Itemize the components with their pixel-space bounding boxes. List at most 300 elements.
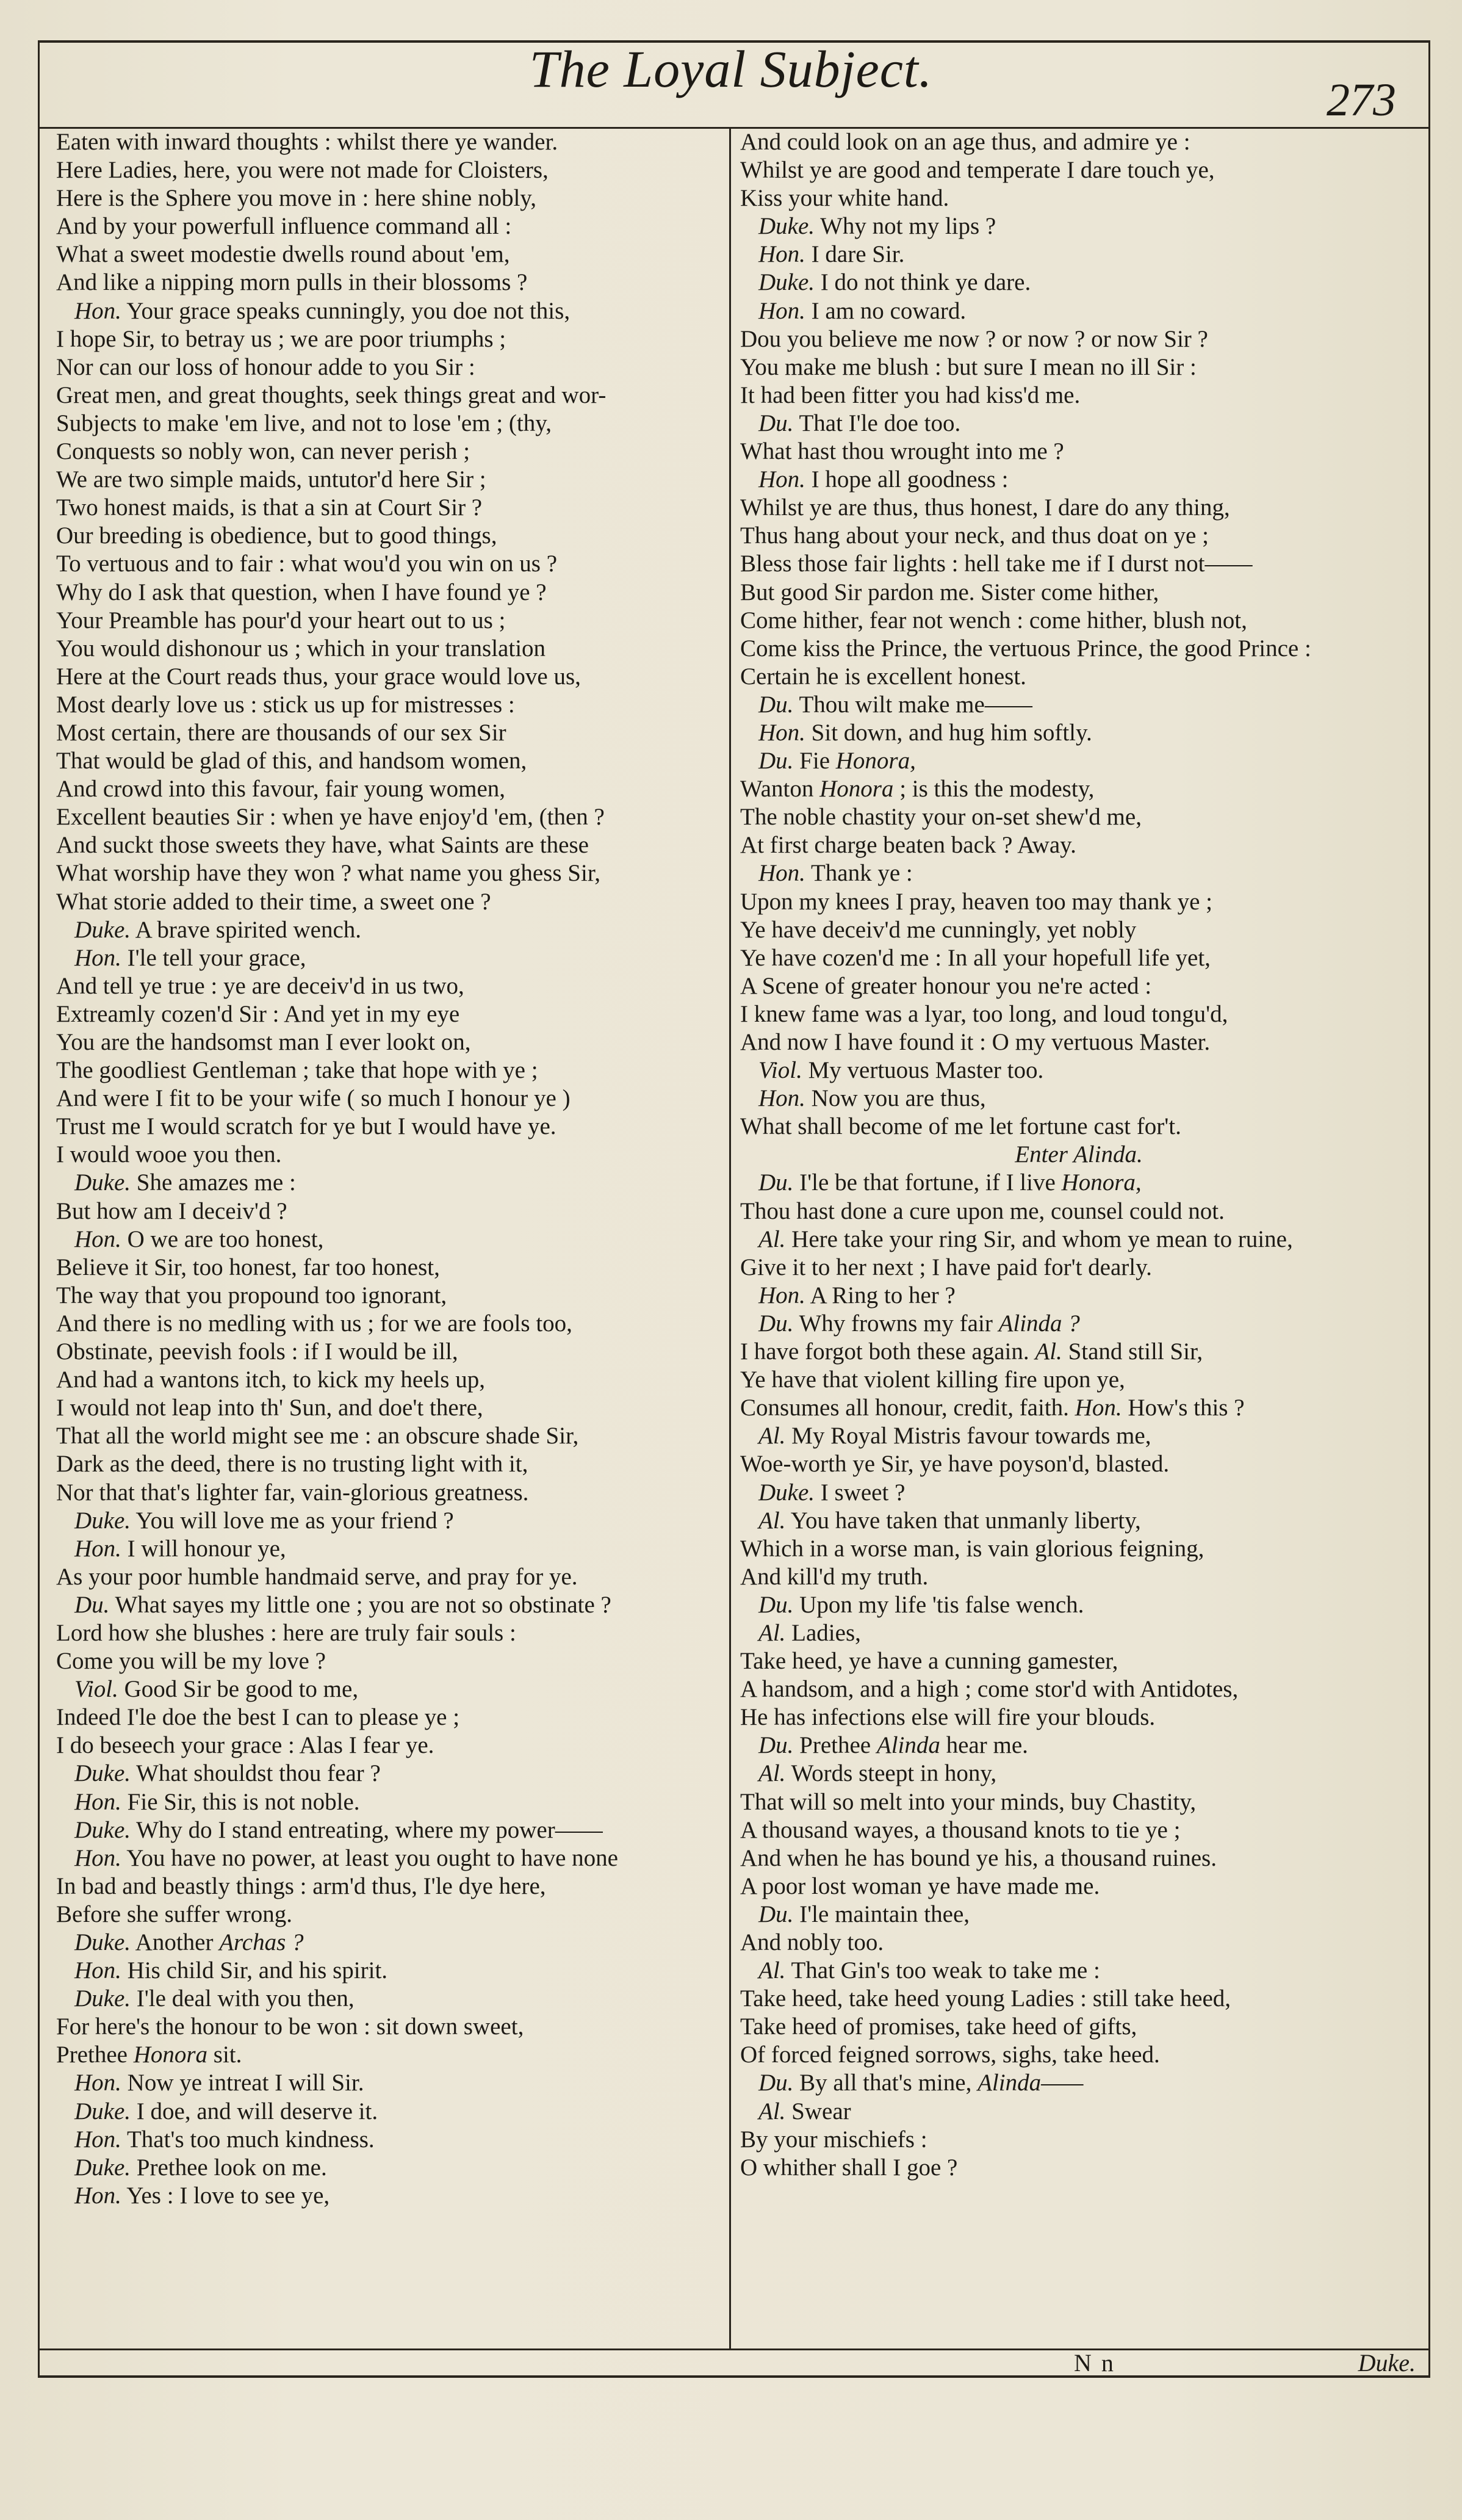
verse-line [56, 1563, 721, 1591]
speaker-name: Duke. [74, 1760, 131, 1787]
line-text: A thousand wayes, a thousand knots to tie ye ; [740, 1816, 1181, 1843]
speaker-name: Duke. [758, 213, 815, 240]
verse-line [740, 128, 1417, 156]
footer-rule [38, 2349, 1430, 2350]
line-text: Kiss your white hand. [740, 185, 949, 212]
verse-line [740, 663, 1417, 691]
line-text: Ye have deceiv'd me cunningly, yet nobly [740, 916, 1137, 943]
speaker-name: Hon. [1075, 1395, 1122, 1421]
verse-line [740, 184, 1417, 212]
line-text: Words steept in hony, [791, 1760, 997, 1787]
line-text: What shall become of me let fortune cast for't. [740, 1113, 1181, 1140]
line-text: A brave spirited wench. [135, 916, 362, 943]
verse-line [56, 1197, 721, 1226]
line-text: Consumes all honour, credit, faith. [740, 1395, 1069, 1421]
verse-line [740, 1254, 1417, 1282]
verse-line [56, 1731, 721, 1760]
line-text: Wanton [740, 776, 814, 803]
line-text: What storie added to their time, a sweet one ? [56, 888, 491, 915]
verse-line [740, 1901, 1417, 1929]
italic-name: Alinda—— [978, 2070, 1084, 2096]
line-text: By all that's mine, [799, 2070, 972, 2096]
line-text: I hope Sir, to betray us ; we are poor triumphs ; [56, 325, 506, 352]
line-text: I'le be that fortune, if I live [799, 1169, 1056, 1196]
verse-line [56, 2098, 721, 2126]
verse-line [740, 579, 1417, 607]
verse-line [740, 1872, 1417, 1901]
line-text: That's too much kindness. [126, 2126, 375, 2153]
line-text: Ladies, [791, 1619, 861, 1646]
line-text: And had a wantons itch, to kick my heels up, [56, 1367, 485, 1393]
verse-line [740, 1647, 1417, 1675]
line-text: Before she suffer wrong. [56, 1901, 292, 1927]
verse-line [56, 1788, 721, 1816]
verse-line [740, 1056, 1417, 1085]
line-text: Thank ye : [810, 860, 913, 887]
verse-line [740, 1619, 1417, 1647]
line-text: Extreamly cozen'd Sir : And yet in my eye [56, 1000, 460, 1027]
verse-line [740, 550, 1417, 578]
speaker-name: Hon. [758, 466, 805, 493]
verse-line [56, 1929, 721, 1957]
line-text: My vertuous Master too. [808, 1057, 1044, 1084]
verse-line [740, 269, 1417, 297]
verse-line [56, 663, 721, 691]
line-text: Eaten with inward thoughts : whilst there ye wander. [56, 129, 558, 155]
right-column [740, 128, 1417, 2182]
line-text: I doe, and will deserve it. [136, 2098, 378, 2125]
speaker-name: Al. [758, 1760, 786, 1787]
line-text: Give it to her next ; I have paid for't dearly. [740, 1254, 1152, 1280]
verse-line [56, 381, 721, 410]
speaker-name: Hon. [74, 1844, 121, 1871]
verse-line [56, 325, 721, 353]
verse-line [740, 1000, 1417, 1028]
line-text: That would be glad of this, and handsom women, [56, 748, 527, 774]
line-text: Thou wilt make me—— [799, 691, 1032, 718]
verse-line [56, 410, 721, 438]
line-text: Prethee [56, 2042, 128, 2068]
verse-line [740, 2041, 1417, 2069]
speaker-name: Al. [1035, 1338, 1062, 1365]
line-text: Fie [799, 748, 830, 774]
verse-line [56, 2041, 721, 2069]
speaker-name: Hon. [74, 944, 121, 971]
line-text: What sayes my little one ; you are not so obstinate ? [115, 1591, 611, 1618]
verse-line [56, 691, 721, 719]
speaker-name: Hon. [74, 2126, 121, 2153]
verse-line [740, 1169, 1417, 1197]
verse-line [56, 803, 721, 831]
line-text: I dare Sir. [811, 241, 905, 268]
line-text: I have forgot both these again. [740, 1338, 1029, 1365]
line-text: You make me blush : but sure I mean no ill Sir : [740, 353, 1197, 380]
italic-name: Archas ? [219, 1929, 304, 1955]
verse-line [740, 1507, 1417, 1535]
speaker-name: Hon. [74, 297, 121, 324]
verse-line [740, 916, 1417, 944]
speaker-name: Hon. [74, 1535, 121, 1562]
verse-line [740, 156, 1417, 184]
verse-line [740, 466, 1417, 494]
speaker-name: Duke. [74, 1816, 131, 1843]
line-text: Why frowns my fair [799, 1310, 993, 1337]
verse-line [56, 1085, 721, 1113]
speaker-name: Duke. [74, 2154, 131, 2181]
verse-line [740, 1760, 1417, 1788]
speaker-name: Du. [758, 1591, 794, 1618]
line-text: Thus hang about your neck, and thus doat on ye ; [740, 522, 1209, 549]
speaker-name: Hon. [74, 2182, 121, 2209]
line-text: Stand still Sir, [1068, 1338, 1203, 1365]
line-text: Why do I ask that question, when I have found ye ? [56, 579, 547, 605]
line-text: She amazes me : [136, 1169, 296, 1196]
verse-line [740, 2154, 1417, 2182]
line-text: Conquests so nobly won, can never perish ; [56, 438, 470, 465]
speaker-name: Al. [758, 1619, 786, 1646]
line-text: Whilst ye are thus, thus honest, I dare do any thing, [740, 494, 1230, 521]
verse-line [740, 888, 1417, 916]
speaker-name: Du. [758, 2070, 794, 2096]
verse-line [740, 803, 1417, 831]
verse-line [740, 1197, 1417, 1226]
verse-line [740, 1085, 1417, 1113]
line-text: Two honest maids, is that a sin at Court Sir ? [56, 494, 483, 521]
line-text: Another [135, 1929, 214, 1955]
verse-line [56, 269, 721, 297]
speaker-name: Duke. [74, 916, 131, 943]
line-text: That I'le doe too. [799, 410, 961, 436]
line-text: I would wooe you then. [56, 1141, 282, 1168]
line-text: You will love me as your friend ? [135, 1507, 454, 1534]
line-text: And crowd into this favour, fair young women, [56, 776, 506, 803]
verse-line [56, 2069, 721, 2097]
verse-line [56, 719, 721, 747]
line-text: The goodliest Gentleman ; take that hope with ye ; [56, 1057, 538, 1084]
line-text: His child Sir, and his spirit. [127, 1957, 388, 1984]
speaker-name: Du. [758, 410, 794, 436]
line-text: How's this ? [1128, 1395, 1245, 1421]
verse-line [56, 859, 721, 887]
verse-line [740, 1563, 1417, 1591]
verse-line [56, 888, 721, 916]
line-text: I would not leap into th' Sun, and doe't there, [56, 1395, 483, 1421]
line-text: Ye have cozen'd me : In all your hopefull life yet, [740, 944, 1211, 971]
line-text: Subjects to make 'em live, and not to lose 'em ; (thy, [56, 410, 552, 436]
line-text: Here at the Court reads thus, your grace would love us, [56, 663, 581, 690]
line-text: The way that you propound too ignorant, [56, 1282, 447, 1309]
line-text: Dou you believe me now ? or now ? or now Sir ? [740, 325, 1208, 352]
speaker-name: Hon. [74, 1226, 121, 1252]
speaker-name: Al. [758, 1423, 786, 1450]
verse-line [740, 325, 1417, 353]
line-text: What shouldst thou fear ? [136, 1760, 381, 1787]
line-text: Why do I stand entreating, where my power—— [136, 1816, 603, 1843]
verse-line [740, 410, 1417, 438]
verse-line [740, 240, 1417, 269]
line-text: You would dishonour us ; which in your translation [56, 635, 546, 662]
verse-line [56, 1254, 721, 1282]
line-text: Believe it Sir, too honest, far too honest, [56, 1254, 440, 1280]
line-text: Fie Sir, this is not noble. [127, 1788, 360, 1815]
line-text: I hope all goodness : [811, 466, 1009, 493]
line-text: Take heed, ye have a cunning gamester, [740, 1648, 1118, 1675]
verse-line [56, 2013, 721, 2041]
verse-line [56, 831, 721, 859]
line-text: Nor can our loss of honour adde to you Sir : [56, 353, 475, 380]
verse-line [740, 1338, 1417, 1366]
verse-line [740, 1450, 1417, 1478]
speaker-name: Al. [758, 1226, 786, 1252]
line-text: Ye have that violent killing fire upon ye, [740, 1367, 1125, 1393]
line-text: I'le maintain thee, [799, 1901, 970, 1927]
speaker-name: Hon. [758, 1282, 805, 1309]
verse-line [56, 972, 721, 1000]
speaker-name: Duke. [74, 2098, 131, 2125]
verse-line [56, 579, 721, 607]
line-text: A Scene of greater honour you ne're acted : [740, 972, 1152, 999]
line-text: And nobly too. [740, 1929, 884, 1955]
verse-line [740, 1844, 1417, 1872]
signature-mark: N n [1074, 2349, 1115, 2377]
line-text: Great men, and great thoughts, seek things great and wor- [56, 381, 607, 408]
verse-line [56, 1310, 721, 1338]
verse-line [56, 1226, 721, 1254]
line-text: But good Sir pardon me. Sister come hither, [740, 579, 1159, 605]
line-text: Excellent beauties Sir : when ye have enjoy'd 'em, (then ? [56, 804, 605, 831]
speaker-name: Du. [74, 1591, 110, 1618]
verse-line [56, 1338, 721, 1366]
speaker-name: Duke. [758, 269, 815, 296]
line-text: For here's the honour to be won : sit down sweet, [56, 2013, 524, 2040]
line-text: And could look on an age thus, and admire ye : [740, 129, 1190, 155]
line-text: Dark as the deed, there is no trusting light with it, [56, 1451, 528, 1478]
verse-line [56, 635, 721, 663]
line-text: It had been fitter you had kiss'd me. [740, 381, 1081, 408]
verse-line [56, 1394, 721, 1422]
line-text: Trust me I would scratch for ye but I would have ye. [56, 1113, 556, 1140]
line-text: I will honour ye, [127, 1535, 286, 1562]
speaker-name: Hon. [74, 2070, 121, 2096]
verse-line [56, 1366, 721, 1394]
line-text: Indeed I'le doe the best I can to please ye ; [56, 1704, 460, 1731]
left-column [56, 128, 721, 2210]
verse-line [740, 2069, 1417, 2097]
line-text: Your grace speaks cunningly, you doe not this, [126, 297, 571, 324]
line-text: By your mischiefs : [740, 2126, 927, 2153]
line-text: We are two simple maids, untutor'd here Sir ; [56, 466, 486, 493]
verse-line [740, 381, 1417, 410]
line-text: Whilst ye are good and temperate I dare touch ye, [740, 157, 1215, 184]
speaker-name: Viol. [758, 1057, 802, 1084]
line-text: A handsom, and a high ; come stor'd with Antidotes, [740, 1676, 1239, 1703]
line-text: Take heed, take heed young Ladies : still take heed, [740, 1985, 1231, 2012]
line-text: I sweet ? [820, 1479, 906, 1506]
line-text: Thou hast done a cure upon me, counsel could not. [740, 1197, 1225, 1224]
line-text: And kill'd my truth. [740, 1563, 929, 1590]
line-text: That all the world might see me : an obscure shade Sir, [56, 1423, 579, 1450]
speaker-name: Viol. [74, 1676, 118, 1703]
verse-line [740, 691, 1417, 719]
verse-line [56, 1844, 721, 1872]
line-text: I knew fame was a lyar, too long, and loud tongu'd, [740, 1000, 1228, 1027]
verse-line [56, 1703, 721, 1731]
verse-line [56, 1113, 721, 1141]
verse-line [740, 1985, 1417, 2013]
verse-line [56, 607, 721, 635]
verse-line [56, 128, 721, 156]
column-divider [729, 127, 731, 2349]
verse-line [740, 1957, 1417, 1985]
line-text: Bless those fair lights : hell take me if I durst not—— [740, 551, 1253, 577]
verse-line [56, 1479, 721, 1507]
line-text: Most certain, there are thousands of our sex Sir [56, 719, 506, 746]
verse-line [740, 1675, 1417, 1703]
verse-line [56, 156, 721, 184]
verse-line [56, 2154, 721, 2182]
verse-line [740, 2013, 1417, 2041]
italic-name: Honora [819, 776, 894, 803]
verse-line [740, 1816, 1417, 1844]
line-text: Now ye intreat I will Sir. [127, 2070, 364, 2096]
verse-line [56, 1169, 721, 1197]
verse-line [740, 1731, 1417, 1760]
verse-line [740, 1226, 1417, 1254]
verse-line [56, 522, 721, 550]
verse-line [56, 1450, 721, 1478]
verse-line [56, 2126, 721, 2154]
verse-line [56, 1760, 721, 1788]
line-text: What a sweet modestie dwells round about 'em, [56, 241, 510, 268]
line-text: And by your powerfull influence command all : [56, 213, 512, 240]
verse-line [740, 297, 1417, 325]
speaker-name: Al. [758, 1507, 786, 1534]
speaker-name: Duke. [74, 1507, 131, 1534]
line-text: Most dearly love us : stick us up for mistresses : [56, 691, 515, 718]
verse-line [740, 1788, 1417, 1816]
line-text: What worship have they won ? what name you ghess Sir, [56, 860, 600, 887]
verse-line [56, 297, 721, 325]
line-text: Come you will be my love ? [56, 1648, 326, 1675]
line-text: And now I have found it : O my vertuous Master. [740, 1029, 1211, 1055]
line-text: And when he has bound ye his, a thousand ruines. [740, 1844, 1217, 1871]
italic-name: Honora [133, 2042, 208, 2068]
verse-line [740, 1422, 1417, 1450]
verse-line [740, 353, 1417, 381]
verse-line [740, 1479, 1417, 1507]
verse-line [740, 859, 1417, 887]
verse-line [56, 1675, 721, 1703]
verse-line [56, 1591, 721, 1619]
verse-line [740, 607, 1417, 635]
line-text: You are the handsomst man I ever lookt on, [56, 1029, 471, 1055]
line-text: Here Ladies, here, you were not made for Cloisters, [56, 157, 549, 184]
verse-line [56, 438, 721, 466]
speaker-name: Hon. [758, 1085, 805, 1112]
speaker-name: Hon. [74, 1957, 121, 1984]
line-text: Which in a worse man, is vain glorious feigning, [740, 1535, 1205, 1562]
line-text: Take heed of promises, take heed of gifts, [740, 2013, 1137, 2040]
line-text: You have taken that unmanly liberty, [790, 1507, 1141, 1534]
line-text: And there is no medling with us ; for we are fools too, [56, 1310, 572, 1337]
verse-line [740, 747, 1417, 775]
line-text: Your Preamble has pour'd your heart out to us ; [56, 607, 506, 634]
speaker-name: Hon. [758, 719, 805, 746]
speaker-name: Du. [758, 1732, 794, 1759]
line-text: Our breeding is obedience, but to good things, [56, 522, 497, 549]
line-text: A poor lost woman ye have made me. [740, 1872, 1100, 1899]
verse-line [56, 775, 721, 803]
line-text: At first charge beaten back ? Away. [740, 832, 1076, 859]
catchword: Duke. [1358, 2349, 1416, 2377]
speaker-name: Du. [758, 1169, 794, 1196]
speaker-name: Du. [758, 691, 794, 718]
verse-line [740, 212, 1417, 240]
verse-line [56, 184, 721, 212]
verse-line [740, 1113, 1417, 1141]
speaker-name: Du. [758, 1310, 794, 1337]
line-text: And suckt those sweets they have, what Saints are these [56, 832, 589, 859]
line-text: And tell ye true : ye are deceiv'd in us two, [56, 972, 464, 999]
line-text: In bad and beastly things : arm'd thus, I'le dye here, [56, 1872, 546, 1899]
speaker-name: Hon. [758, 297, 805, 324]
line-text: To vertuous and to fair : what wou'd you win on us ? [56, 551, 557, 577]
verse-line [56, 353, 721, 381]
line-text: Woe-worth ye Sir, ye have poyson'd, blasted. [740, 1451, 1170, 1478]
line-text: And like a nipping morn pulls in their blossoms ? [56, 269, 528, 296]
line-text: Now you are thus, [811, 1085, 986, 1112]
line-text: I'le tell your grace, [127, 944, 306, 971]
verse-line [740, 1282, 1417, 1310]
line-text: I am no coward. [811, 297, 967, 324]
verse-line [56, 916, 721, 944]
line-text: You have no power, at least you ought to have none [126, 1844, 618, 1871]
verse-line [740, 972, 1417, 1000]
speaker-name: Du. [758, 1901, 794, 1927]
verse-line [56, 494, 721, 522]
line-text: He has infections else will fire your blouds. [740, 1704, 1156, 1731]
verse-line [740, 944, 1417, 972]
line-text: Why not my lips ? [820, 213, 996, 240]
verse-line [56, 2182, 721, 2210]
verse-line [740, 775, 1417, 803]
verse-line [740, 719, 1417, 747]
verse-line [56, 1872, 721, 1901]
verse-line [740, 1591, 1417, 1619]
line-text: A Ring to her ? [810, 1282, 956, 1309]
line-text: Upon my life 'tis false wench. [799, 1591, 1084, 1618]
line-text: What hast thou wrought into me ? [740, 438, 1064, 465]
line-text: I'le deal with you then, [136, 1985, 355, 2012]
line-text: Here is the Sphere you move in : here shine nobly, [56, 185, 537, 212]
speaker-name: Duke. [758, 1479, 815, 1506]
line-text: O we are too honest, [127, 1226, 324, 1252]
verse-line [740, 494, 1417, 522]
verse-line [740, 522, 1417, 550]
line-text: Here take your ring Sir, and whom ye mean to ruine, [791, 1226, 1293, 1252]
italic-name: Honora, [1061, 1169, 1142, 1196]
speaker-name: Du. [758, 748, 794, 774]
line-text: Sit down, and hug him softly. [811, 719, 1092, 746]
verse-line [56, 212, 721, 240]
verse-line [56, 1957, 721, 1985]
verse-line [740, 1394, 1417, 1422]
verse-line [56, 747, 721, 775]
verse-line [740, 831, 1417, 859]
verse-line [56, 1422, 721, 1450]
speaker-name: Duke. [74, 1985, 131, 2012]
line-text: But how am I deceiv'd ? [56, 1197, 287, 1224]
